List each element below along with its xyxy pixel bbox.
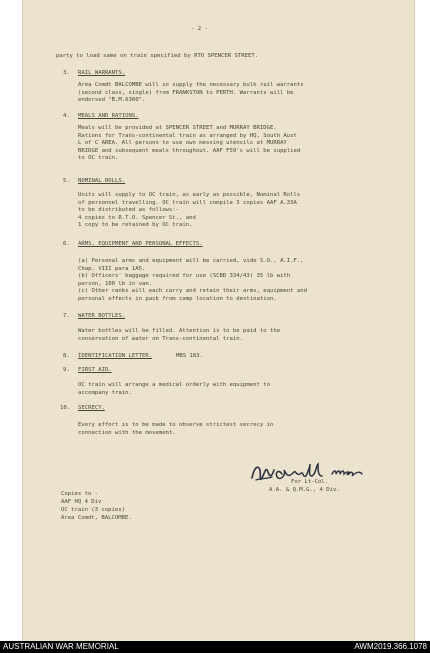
section-number: 7. (63, 313, 70, 319)
signature-for-line: For Lt-Col. (291, 479, 329, 485)
section-heading: MEALS AND RATIONS. (78, 113, 139, 119)
section-line: accompany train. (78, 389, 132, 396)
copies-heading: Copies to - (61, 491, 99, 497)
section-line: Area Comdt BALCOMBE will so supply the necessary bulk rail warrants (78, 82, 304, 88)
section-number: 8. (63, 353, 70, 359)
section-line: person, 100 lb in van. (78, 280, 153, 287)
copies-line: Area Comdt, BALCOMBE. (61, 515, 132, 521)
section-line: BRIDGE and subsequent meals throughout. AAF F59's will be supplied (78, 147, 301, 154)
section-number: 6. (63, 241, 70, 247)
section-heading: IDENTIFICATION LETTER. (78, 353, 153, 359)
section-number: 5. (63, 178, 70, 184)
section-line: (second class, single) from FRANKSTON to PERTH. Warrants will be (78, 89, 294, 96)
section-heading: NOMINAL ROLLS. (78, 178, 126, 184)
page-number: - 2 - (191, 26, 208, 32)
signature-role-line: A.A. & Q.M.G., 4 Div. (269, 487, 340, 493)
section-line: conservation of water on Trans-continental train. (78, 335, 244, 342)
copies-line: OC train (3 copies) (61, 507, 125, 513)
footer-accession-number: AWM2019.366.1078 (354, 642, 427, 651)
section-line: Rations for Trans-continental train as arranged by HQ, South Aust (78, 132, 297, 139)
section-line: (b) Officers' baggage required for use (SCBD 334/43) 35 lb with (78, 273, 291, 279)
section-number: 9. (63, 367, 70, 373)
section-line: Meals will be provided at SPENCER STREET and MURRAY BRIDGE. (78, 125, 277, 131)
section-line: connection with the movement. (78, 429, 176, 436)
section-line: Units will supply to OC train, as early as possible, Nominal Rolls (78, 192, 301, 198)
section-heading: FIRST AID. (78, 367, 112, 373)
section-line: personal effects in pack from camp location to destination. (78, 295, 277, 302)
section-number: 10. (60, 405, 71, 411)
section-line: Every effort is to be made to observe strictest secrecy in (78, 422, 274, 428)
section-line: to OC train. (78, 155, 119, 161)
intro-line: party to load same on train specified by RTO SPENCER STREET. (56, 53, 259, 59)
section-line: of personnel travelling. OC train will compile 3 copies AAF A.33A (78, 199, 297, 206)
section-line: Chap. VIII para 1A5. (78, 265, 146, 272)
archive-footer (0, 641, 430, 653)
section-heading: SECRECY. (78, 405, 105, 411)
section-line: Water bottles will be filled. Attention is to be paid to the (78, 328, 281, 334)
section-line: (a) Personal arms and equipment will be carried, vide S.O., A.I.F., (78, 258, 304, 264)
section-line: OC train will arrange a medical orderly with equipment to (78, 382, 270, 388)
section-line: to be distributed as follows:- (78, 207, 180, 213)
section-heading: RAIL WARRANTS. (78, 70, 126, 76)
section-line: MBS 183. (176, 353, 203, 359)
section-number: 4. (63, 113, 70, 119)
section-line: 1 copy to be retained by OC train. (78, 222, 193, 228)
section-line: (c) Other ranks will each carry and retain their arms, equipment and (78, 288, 308, 294)
section-number: 3. (63, 70, 70, 76)
section-line: endorsed "B.M.6360". (78, 97, 146, 103)
section-line: L of C AREA. All persons to use own messing utensils at MURRAY (78, 140, 287, 146)
section-line: 4 copies to R.T.O. Spencer St., and (78, 214, 196, 221)
copies-line: AAF HQ 4 Div (61, 499, 102, 505)
document-page (22, 0, 415, 641)
section-heading: WATER BOTTLES. (78, 313, 126, 319)
footer-institution: AUSTRALIAN WAR MEMORIAL (3, 642, 119, 651)
section-heading: ARMS, EQUIPMENT AND PERSONAL EFFECTS. (78, 241, 203, 247)
